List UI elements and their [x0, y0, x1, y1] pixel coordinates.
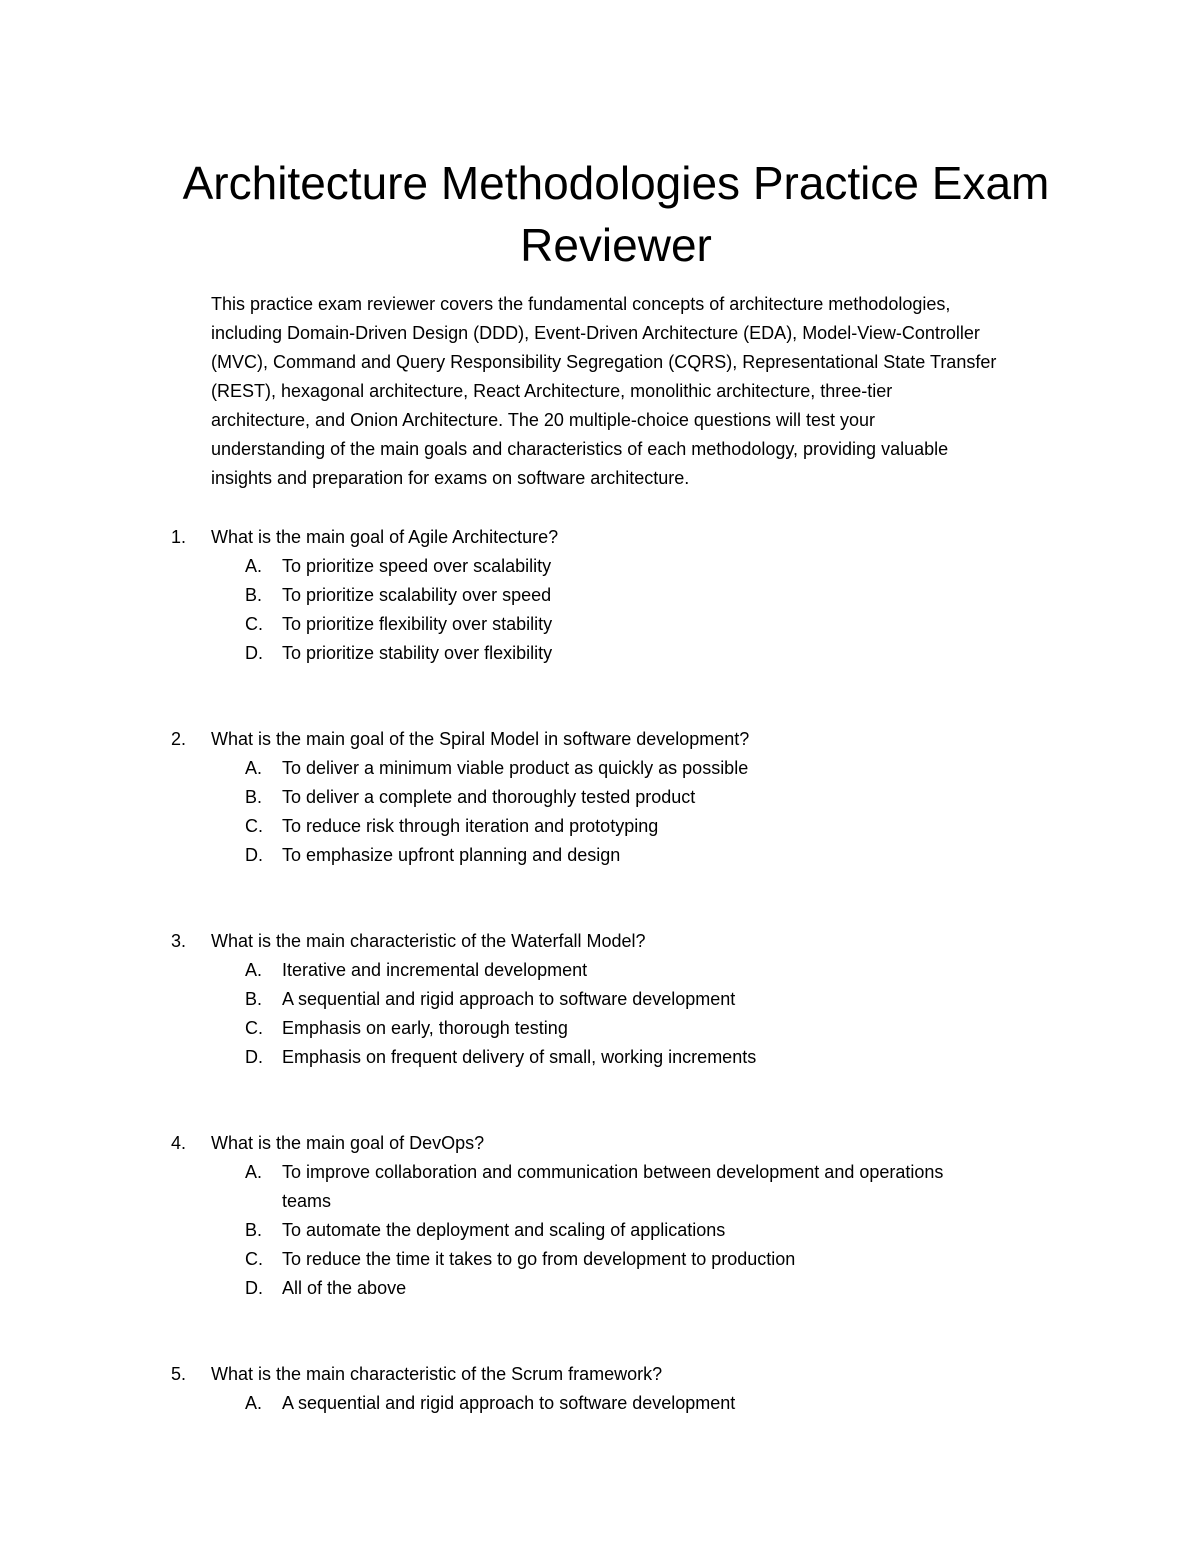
option-text: To deliver a complete and thoroughly tested product — [282, 787, 696, 807]
question-number: 4. — [171, 1133, 187, 1153]
option-letter: A. — [245, 1162, 263, 1182]
question-number: 1. — [171, 527, 187, 547]
intro-line: (MVC), Command and Query Responsibility Segregation (CQRS), Representational State Transfer — [211, 352, 997, 372]
option-text: To prioritize flexibility over stability — [282, 614, 553, 634]
option-letter: B. — [245, 787, 263, 807]
option-text: Emphasis on early, thorough testing — [282, 1018, 568, 1038]
option-text: To prioritize scalability over speed — [282, 585, 552, 605]
intro-line: including Domain-Driven Design (DDD), Event-Driven Architecture (EDA), Model-View-Controller — [211, 323, 980, 343]
question-text: What is the main characteristic of the Scrum framework? — [211, 1364, 663, 1384]
option-letter: C. — [245, 614, 263, 634]
intro-paragraph — [211, 290, 1091, 493]
option-letter: D. — [245, 643, 263, 663]
option-text: To emphasize upfront planning and design — [282, 845, 621, 865]
option-text: To reduce the time it takes to go from development to production — [282, 1249, 796, 1269]
intro-line: insights and preparation for exams on software architecture. — [211, 468, 690, 488]
option-letter: B. — [245, 1220, 263, 1240]
option-text: To prioritize stability over flexibility — [282, 643, 553, 663]
question-text: What is the main goal of DevOps? — [211, 1133, 485, 1153]
option-text: A sequential and rigid approach to software development — [282, 989, 736, 1009]
page-title-line-1: Architecture Methodologies Practice Exam — [182, 157, 1050, 209]
option-letter: C. — [245, 816, 263, 836]
question-number: 3. — [171, 931, 187, 951]
option-text: A sequential and rigid approach to software development — [282, 1393, 736, 1413]
option-text: To improve collaboration and communication between development and operations — [282, 1162, 944, 1182]
question-number: 2. — [171, 729, 187, 749]
option-text: Iterative and incremental development — [282, 960, 588, 980]
option-letter: B. — [245, 585, 263, 605]
option-text: All of the above — [282, 1278, 407, 1298]
option-text: To prioritize speed over scalability — [282, 556, 552, 576]
intro-line: (REST), hexagonal architecture, React Architecture, monolithic architecture, three-tier — [211, 381, 893, 401]
option-letter: C. — [245, 1249, 263, 1269]
option-text: teams — [282, 1191, 332, 1211]
option-text: Emphasis on frequent delivery of small, working increments — [282, 1047, 757, 1067]
option-letter: C. — [245, 1018, 263, 1038]
option-letter: D. — [245, 845, 263, 865]
option-letter: A. — [245, 556, 263, 576]
option-letter: D. — [245, 1047, 263, 1067]
option-text: To reduce risk through iteration and prototyping — [282, 816, 659, 836]
question-text: What is the main goal of Agile Architecture? — [211, 527, 559, 547]
intro-line: architecture, and Onion Architecture. The 20 multiple-choice questions will test your — [211, 410, 876, 430]
option-letter: D. — [245, 1278, 263, 1298]
option-text: To deliver a minimum viable product as quickly as possible — [282, 758, 749, 778]
option-letter: B. — [245, 989, 263, 1009]
intro-line: This practice exam reviewer covers the fundamental concepts of architecture methodologies, — [211, 294, 951, 314]
option-letter: A. — [245, 758, 263, 778]
option-text: To automate the deployment and scaling of applications — [282, 1220, 726, 1240]
page-title-line-2: Reviewer — [520, 219, 712, 271]
question-text: What is the main goal of the Spiral Model in software development? — [211, 729, 750, 749]
question-number: 5. — [171, 1364, 187, 1384]
question-text: What is the main characteristic of the Waterfall Model? — [211, 931, 646, 951]
intro-line: understanding of the main goals and characteristics of each methodology, providing valuable — [211, 439, 949, 459]
option-letter: A. — [245, 1393, 263, 1413]
option-letter: A. — [245, 960, 263, 980]
